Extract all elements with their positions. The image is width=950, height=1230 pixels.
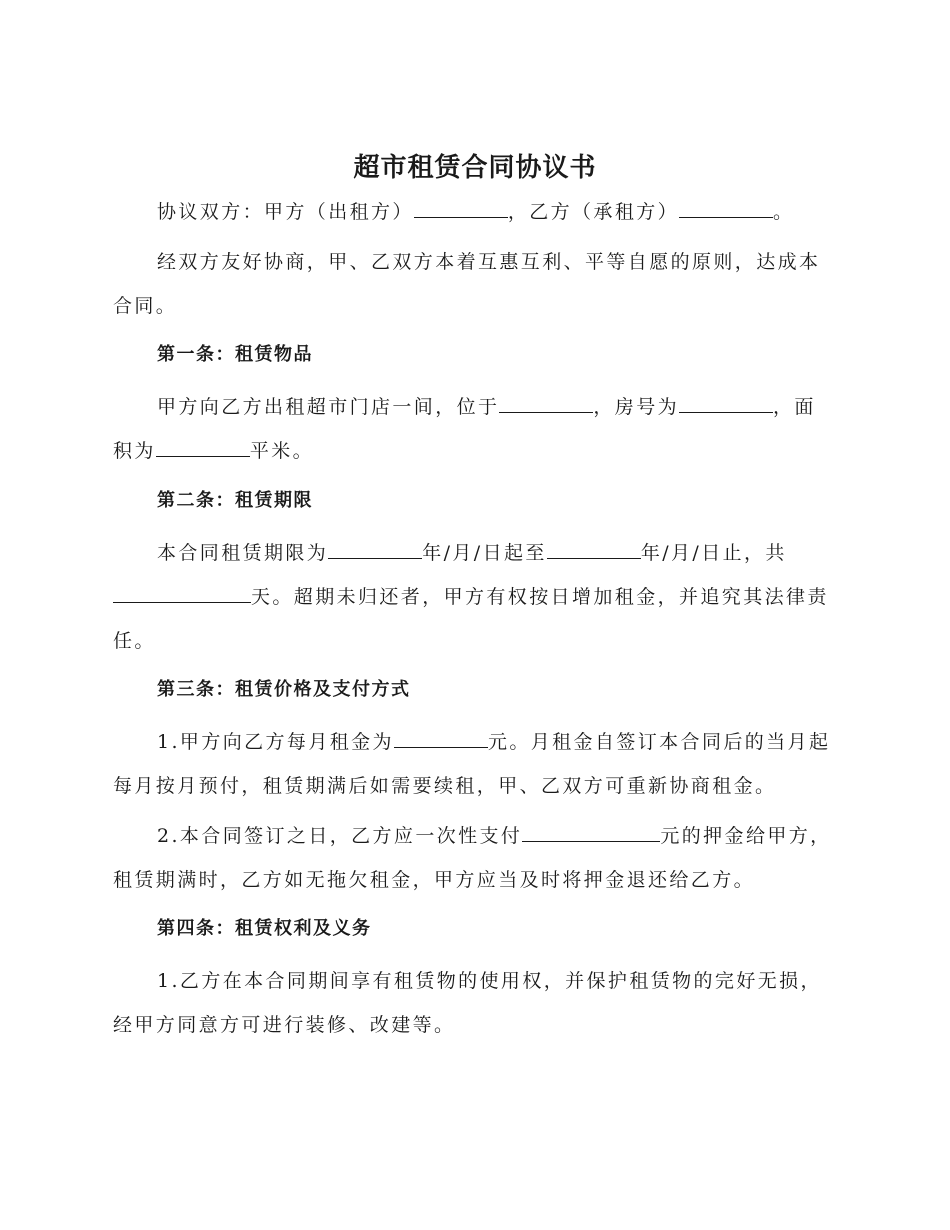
- room-number-blank[interactable]: [679, 392, 773, 413]
- monthly-rent-blank[interactable]: [394, 727, 488, 748]
- start-date-blank[interactable]: [328, 538, 422, 559]
- article1-heading: 第一条：租赁物品: [157, 344, 313, 365]
- article3-item1-text-a: 1.甲方向乙方每月租金为: [157, 731, 394, 753]
- document-title: 超市租赁合同协议书: [353, 153, 597, 183]
- lessee-blank[interactable]: [679, 197, 773, 218]
- parties-paragraph: [113, 190, 833, 234]
- parties-middle: ，乙方（承租方）: [507, 201, 680, 223]
- article3-item2-text-a: 2.本合同签订之日，乙方应一次性支付: [157, 825, 523, 847]
- article2-heading: 第二条：租赁期限: [157, 490, 313, 511]
- area-blank[interactable]: [156, 436, 250, 457]
- article3-item1: [113, 720, 833, 808]
- parties-prefix: 协议双方：甲方（出租方）: [157, 201, 414, 223]
- article1-text-1: 甲方向乙方出租超市门店一间，位于: [157, 396, 500, 418]
- article4-heading: 第四条：租赁权利及义务: [157, 918, 372, 939]
- article1-paragraph: [113, 385, 833, 473]
- article3-heading: 第三条：租赁价格及支付方式: [157, 679, 411, 700]
- lessor-blank[interactable]: [414, 197, 508, 218]
- article2-text-2: 年/月/日起至: [422, 542, 547, 564]
- article1-text-4: 平米。: [249, 440, 315, 462]
- article3-item1-text-b: 元。月租金自签订本合同后的当月起每月按月预付，租赁期满后如需要续租，甲、乙双方可重新协商租金。: [113, 731, 831, 797]
- article1-text-3: ，面积为: [113, 396, 816, 462]
- deposit-blank[interactable]: [522, 821, 660, 842]
- location-blank[interactable]: [499, 392, 593, 413]
- article2-text-4: 天。超期未归还者，甲方有权按日增加租金，并追究其法律责任。: [113, 586, 829, 652]
- parties-suffix: 。: [773, 201, 795, 223]
- article2-paragraph: [113, 531, 833, 663]
- article4-item1: 1.乙方在本合同期间享有租赁物的使用权，并保护租赁物的完好无损，经甲方同意方可进行装修、改建等。: [113, 970, 822, 1036]
- article3-item2-text-b: 元的押金给甲方，租赁期满时，乙方如无拖欠租金，甲方应当及时将押金退还给乙方。: [113, 825, 832, 891]
- article2-text-3: 年/月/日止，共: [640, 542, 787, 564]
- article3-item2: [113, 814, 833, 902]
- end-date-blank[interactable]: [547, 538, 641, 559]
- intro-paragraph: 经双方友好协商，甲、乙双方本着互惠互利、平等自愿的原则，达成本合同。: [113, 251, 821, 317]
- article2-text-1: 本合同租赁期限为: [157, 542, 329, 564]
- total-days-blank[interactable]: [113, 582, 251, 603]
- article1-text-2: ，房号为: [593, 396, 680, 418]
